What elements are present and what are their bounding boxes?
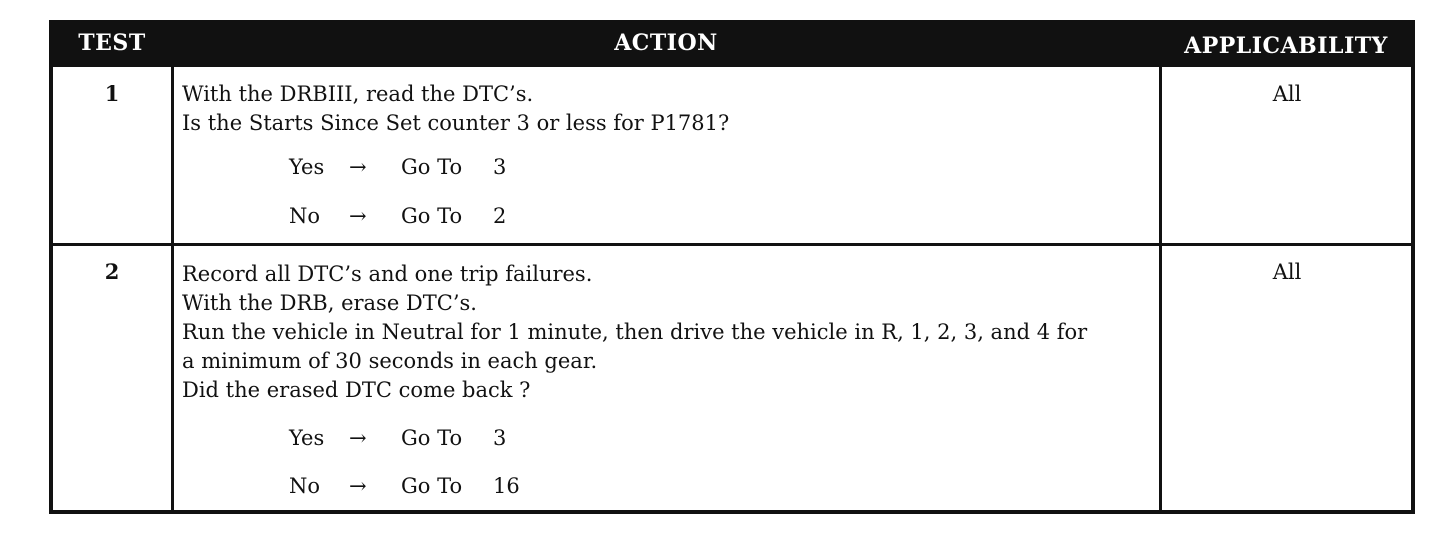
goto-yes-option bbox=[289, 426, 506, 450]
action-line: Did the erased DTC come back ? bbox=[182, 378, 531, 402]
test-number: 2 bbox=[104, 259, 120, 284]
header-test: TEST bbox=[78, 30, 146, 56]
applicability-value: All bbox=[1272, 82, 1302, 106]
table-row bbox=[53, 243, 1411, 510]
goto-target: 2 bbox=[493, 204, 507, 228]
answer-yes: Yes bbox=[289, 155, 325, 179]
action-line: Record all DTC’s and one trip failures. bbox=[182, 262, 593, 286]
goto-label: Go To bbox=[401, 426, 463, 450]
goto-label: Go To bbox=[401, 474, 463, 498]
header-action: ACTION bbox=[614, 30, 718, 56]
right-arrow-icon: → bbox=[349, 474, 367, 498]
goto-target: 16 bbox=[493, 474, 520, 498]
right-arrow-icon: → bbox=[349, 155, 367, 179]
answer-no: No bbox=[289, 474, 321, 498]
action-line: Is the Starts Since Set counter 3 or less for P1781? bbox=[182, 111, 730, 135]
header-applicability: APPLICABILITY bbox=[1184, 33, 1388, 59]
right-arrow-icon: → bbox=[349, 204, 367, 228]
answer-no: No bbox=[289, 204, 321, 228]
table-row bbox=[53, 67, 1411, 243]
action-line: Run the vehicle in Neutral for 1 minute, then drive the vehicle in R, 1, 2, 3, and 4 for bbox=[182, 320, 1088, 344]
action-line: With the DRB, erase DTC’s. bbox=[182, 291, 477, 315]
goto-no-option bbox=[289, 204, 506, 228]
applicability-value: All bbox=[1272, 260, 1302, 284]
action-text bbox=[182, 80, 1152, 138]
answer-yes: Yes bbox=[289, 426, 325, 450]
goto-target: 3 bbox=[493, 155, 507, 179]
goto-yes-option bbox=[289, 155, 506, 179]
diagnostic-test-table bbox=[49, 20, 1415, 514]
goto-target: 3 bbox=[493, 426, 507, 450]
action-line: With the DRBIII, read the DTC’s. bbox=[182, 82, 534, 106]
goto-no-option bbox=[289, 474, 520, 498]
action-line: a minimum of 30 seconds in each gear. bbox=[182, 349, 598, 373]
action-text bbox=[182, 260, 1152, 405]
table-header bbox=[53, 24, 1411, 67]
goto-label: Go To bbox=[401, 204, 463, 228]
right-arrow-icon: → bbox=[349, 426, 367, 450]
goto-label: Go To bbox=[401, 155, 463, 179]
test-number: 1 bbox=[104, 81, 120, 106]
